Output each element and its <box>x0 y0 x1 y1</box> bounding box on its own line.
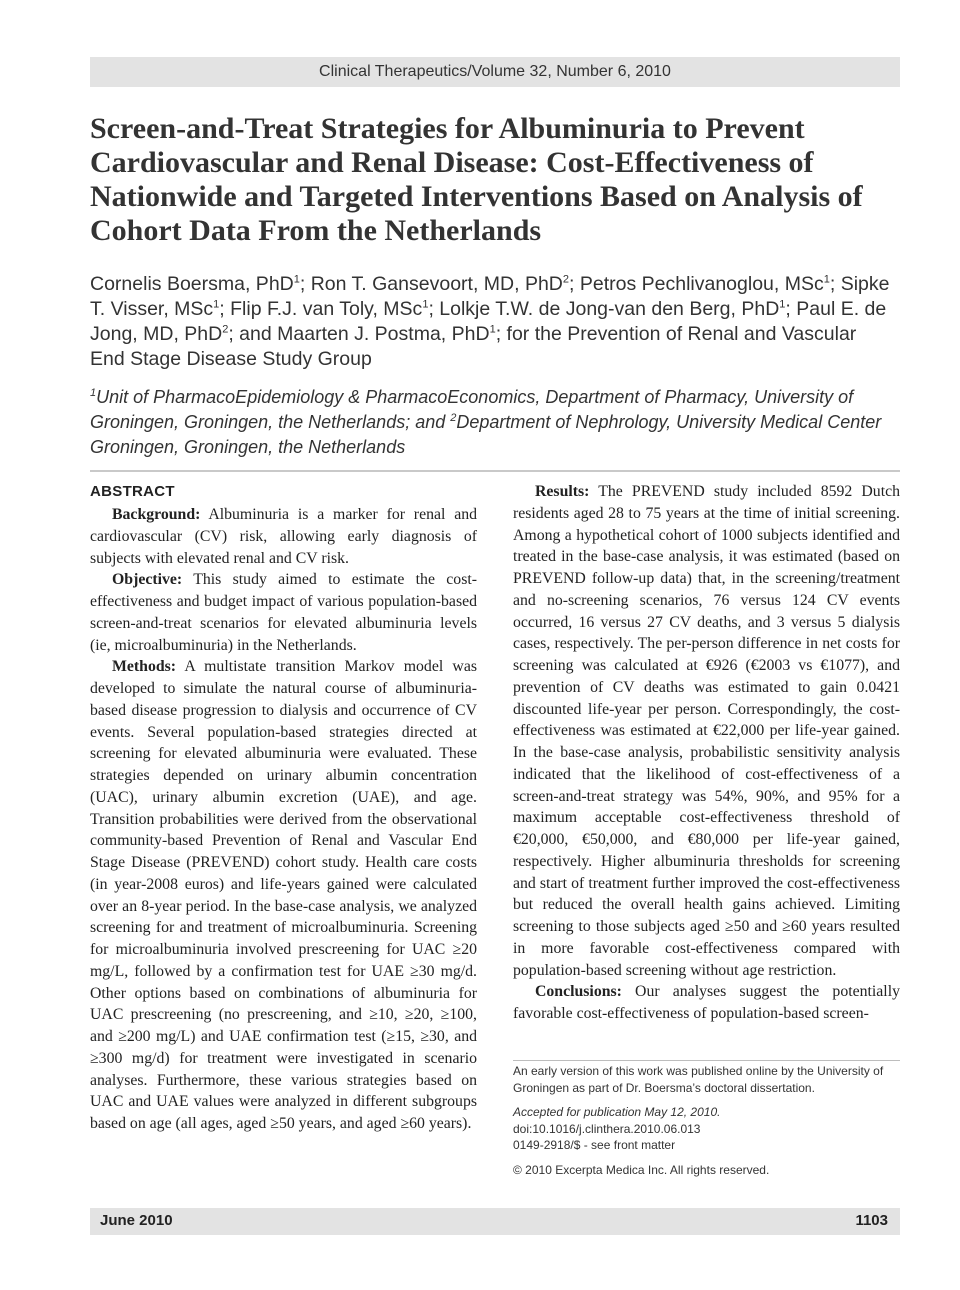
author-affil-sup: 1 <box>823 273 830 286</box>
abstract-background: Background: Albuminuria is a marker for renal and cardiovascular (CV) risk, allowing early diagnosis of subjects with elevated renal and CV risk. <box>90 506 477 567</box>
author-affil-sup: 1 <box>213 298 220 311</box>
author-list: Cornelis Boersma, PhD$^1$; Ron T. Gansevoort, MD, PhD$^2$; Petros Pechlivanoglou, MSc$^1$; Sipke T. Visser, MSc$^1$; Flip F.J. van Toly, MSc$^1$; Lolkje T.W. de Jong-van den Berg, PhD$^1$; Paul E. de Jong, MD, PhD$^2$; and Maarten J. Postma, PhD$^1$; for the Prevention of Renal and Vascular End Stage Disease Study Group <box>90 273 890 370</box>
author-affil-sup: 1 <box>422 298 429 311</box>
author-name: Lolkje T.W. de Jong-van den Berg, PhD <box>439 298 780 320</box>
footnote-divider <box>513 1060 900 1061</box>
page-footer <box>90 1208 900 1235</box>
affiliations: $^1$Unit of PharmacoEpidemiology & PharmacoEconomics, Department of Pharmacy, University of Groningen, Groningen, the Netherlands; and $^2$Department of Nephrology, University Medical Center Groningen, Groningen, the Netherlands <box>90 387 882 457</box>
author-name: Ron T. Gansevoort, MD, PhD <box>310 273 563 295</box>
author-name: Petros Pechlivanoglou, MSc <box>579 273 824 295</box>
footer-date: June 2010 <box>100 1212 173 1229</box>
author-name: Cornelis Boersma, PhD <box>90 273 294 295</box>
author-name: Flip F.J. van Toly, MSc <box>230 298 423 320</box>
author-name: Paul E. de Jong, MD, PhD <box>90 298 887 345</box>
article-title: Screen-and-Treat Strategies for Albuminuria to Prevent Cardiovascular and Renal Disease: Cost-Effectiveness of Nationwide and Targeted Interventions Based on Analysis of Cohort Data From the Netherlands <box>90 112 863 247</box>
abstract-heading: ABSTRACT <box>90 483 175 500</box>
abstract-right-column <box>513 481 900 1025</box>
journal-line: Clinical Therapeutics/Volume 32, Number 6, 2010 <box>319 63 671 80</box>
affiliation-1: Unit of PharmacoEpidemiology & PharmacoEconomics, Department of Pharmacy, University of Groningen, Groningen, the Netherlands; and <box>90 387 854 432</box>
journal-header <box>90 57 900 87</box>
section-divider <box>90 470 900 472</box>
footnote-issn: 0149-2918/$ - see front matter <box>513 1138 676 1152</box>
author-affil-sup: 2 <box>222 323 229 336</box>
author-affil-sup: 1 <box>489 323 496 336</box>
footnote-accepted: Accepted for publication May 12, 2010. <box>513 1105 721 1119</box>
footnotes <box>513 1063 900 1178</box>
author-affil-sup: 1 <box>779 298 786 311</box>
abstract-methods: Methods: A multistate transition Markov model was developed to simulate the natural course of albuminuria-based disease progression to dialysis and occurrence of CV events. Several population-based strategies directed at screening for elevated albuminuria were evaluated. These strategies depended on urinary albumin concentration (UAC), urinary albumin excretion (UAE), and age. Transition probabilities were derived from the observational community-based Prevention of Renal and Vascular End Stage Disease (PREVEND) cohort study. Health care costs (in year-2008 euros) and life-years gained were calculated over an 8-year period. In the base-case analysis, we analyzed screening for and treatment of microalbuminuria. Screening for microalbuminuria involved prescreening for UAC ≥20 mg/L, followed by a confirmation test for UAE ≥30 mg/d. Other options based on combinations of albuminuria for UAC prescreening (no prescreening, and ≥10, ≥20, ≥100, and ≥200 mg/L) and UAE confirmation test (≥15, ≥30, and ≥300 mg/d) for treatment were investigated in scenario analyses. Furthermore, these various strategies based on UAC and UAE values were analyzed in different subgroups based on age (all ages, aged ≥50 years, and aged ≥60 years). <box>90 658 477 1132</box>
abstract-objective: Objective: This study aimed to estimate the cost-effectiveness and budget impact of various population-based screen-and-treat scenarios for elevated albuminuria levels (ie, microalbuminuria) in the Netherlands. <box>90 571 477 654</box>
abstract-results: Results: The PREVEND study included 8592 Dutch residents aged 28 to 75 years at the time of initial screening. Among a hypothetical cohort of 1000 subjects identified and treated in the base-case analysis, it was estimated (based on PREVEND follow-up data) that, in the screening/treatment and no-screening scenarios, 76 versus 124 CV events occurred, 16 versus 27 CV deaths, and 3 versus 5 dialysis cases, respectively. The per-person difference in net costs for screening was calculated at €926 (€2003 vs €1077), and prevention of CV deaths was estimated to gain 0.0421 discounted life-year per person. Correspondingly, the cost-effectiveness was estimated at €22,000 per life-year gained. In the base-case analysis, probabilistic sensitivity analysis indicated that the likelihood of cost-effectiveness of a screen-and-treat strategy was 54%, 90%, and 95% for a maximum acceptable cost-effectiveness threshold of €20,000, €50,000, and €80,000 per life-year gained, respectively. Higher albuminuria thresholds for screening and start of treatment further improved the cost-effectiveness but reduced the overall health gains achieved. Limiting screening to those subjects aged ≥50 and ≥60 years resulted in more favorable cost-effectiveness compared with population-based screening without age restriction. <box>513 483 900 979</box>
page-number: 1103 <box>855 1212 888 1229</box>
abstract-left-column <box>90 481 477 1135</box>
affiliation-2: Department of Nephrology, University Medical Center Groningen, Groningen, the Netherlands <box>90 412 882 457</box>
author-affil-sup: 2 <box>562 273 570 286</box>
footnote-copyright: © 2010 Excerpta Medica Inc. All rights reserved. <box>513 1162 770 1177</box>
abstract-conclusions: Conclusions: Our analyses suggest the potentially favorable cost-effectiveness of population-based screen- <box>513 983 900 1022</box>
footnote-doi: doi:10.1016/j.clinthera.2010.06.013 <box>513 1121 701 1136</box>
author-name: Sipke T. Visser, MSc <box>90 273 890 320</box>
footnote-early-version: An early version of this work was published online by the University of Groningen as part of Dr. Boersma’s doctoral dissertation. <box>513 1064 884 1095</box>
author-affil-sup: 1 <box>293 273 300 286</box>
author-name: Maarten J. Postma, PhD <box>277 323 490 345</box>
